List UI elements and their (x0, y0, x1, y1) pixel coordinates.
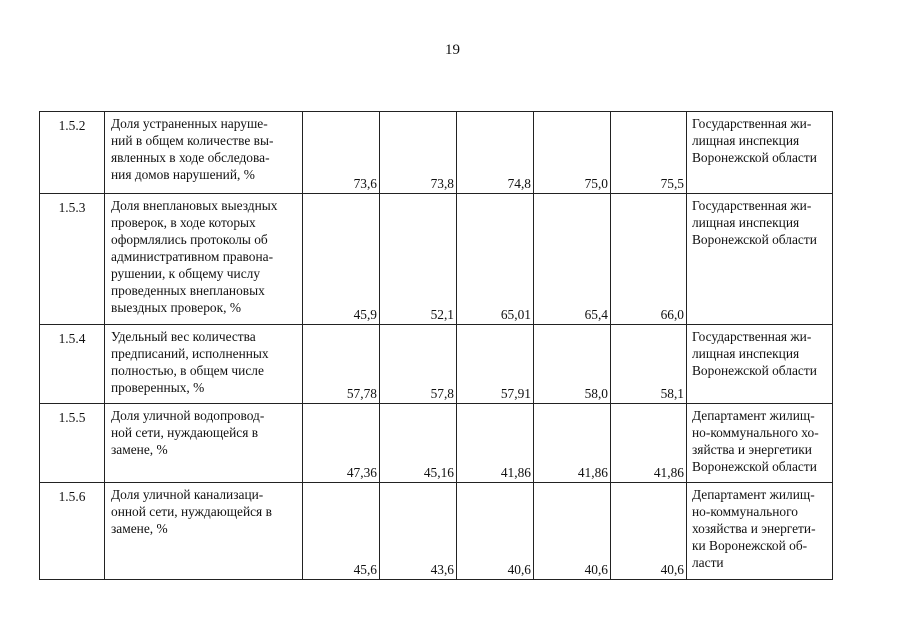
row-code: 1.5.5 (40, 404, 105, 483)
row-responsible: Департамент жилищ- но-коммунального хозяйства и энергети- ки Воронежской об- ласти (687, 483, 833, 580)
row-description: Доля уличной канализаци- онной сети, нуждающейся в замене, % (105, 483, 303, 580)
value-cell: 45,6 (303, 483, 380, 580)
table-row (40, 112, 833, 194)
value-cell: 74,8 (457, 112, 534, 194)
value-cell: 57,8 (380, 325, 457, 404)
row-responsible: Государственная жи- лищная инспекция Воронежской области (687, 194, 833, 325)
value-cell: 45,9 (303, 194, 380, 325)
value-cell: 43,6 (380, 483, 457, 580)
value-cell: 40,6 (534, 483, 611, 580)
value-cell: 73,8 (380, 112, 457, 194)
value-cell: 41,86 (611, 404, 687, 483)
value-cell: 58,1 (611, 325, 687, 404)
row-description: Удельный вес количества предписаний, исполненных полностью, в общем числе проверенных, % (105, 325, 303, 404)
value-cell: 57,78 (303, 325, 380, 404)
value-cell: 52,1 (380, 194, 457, 325)
table-row (40, 325, 833, 404)
row-description: Доля внеплановых выездных проверок, в ходе которых оформлялись протоколы об административном правона- рушении, к общему числу проведенных внеплановых выездных проверок, % (105, 194, 303, 325)
table-row (40, 483, 833, 580)
value-cell: 58,0 (534, 325, 611, 404)
value-cell: 57,91 (457, 325, 534, 404)
table-row (40, 404, 833, 483)
row-code: 1.5.4 (40, 325, 105, 404)
value-cell: 41,86 (457, 404, 534, 483)
row-responsible: Государственная жи- лищная инспекция Воронежской области (687, 112, 833, 194)
value-cell: 75,0 (534, 112, 611, 194)
value-cell: 40,6 (457, 483, 534, 580)
row-code: 1.5.3 (40, 194, 105, 325)
row-responsible: Государственная жи- лищная инспекция Воронежской области (687, 325, 833, 404)
value-cell: 41,86 (534, 404, 611, 483)
indicators-table (39, 111, 833, 580)
row-description: Доля устраненных наруше- ний в общем количестве вы- явленных в ходе обследова- ния домов нарушений, % (105, 112, 303, 194)
row-code: 1.5.2 (40, 112, 105, 194)
value-cell: 75,5 (611, 112, 687, 194)
value-cell: 65,4 (534, 194, 611, 325)
value-cell: 45,16 (380, 404, 457, 483)
value-cell: 73,6 (303, 112, 380, 194)
value-cell: 65,01 (457, 194, 534, 325)
page-number: 19 (445, 42, 460, 58)
row-responsible: Департамент жилищ- но-коммунального хо- зяйства и энергетики Воронежской области (687, 404, 833, 483)
value-cell: 47,36 (303, 404, 380, 483)
value-cell: 66,0 (611, 194, 687, 325)
row-description: Доля уличной водопровод- ной сети, нуждающейся в замене, % (105, 404, 303, 483)
value-cell: 40,6 (611, 483, 687, 580)
row-code: 1.5.6 (40, 483, 105, 580)
table-row (40, 194, 833, 325)
